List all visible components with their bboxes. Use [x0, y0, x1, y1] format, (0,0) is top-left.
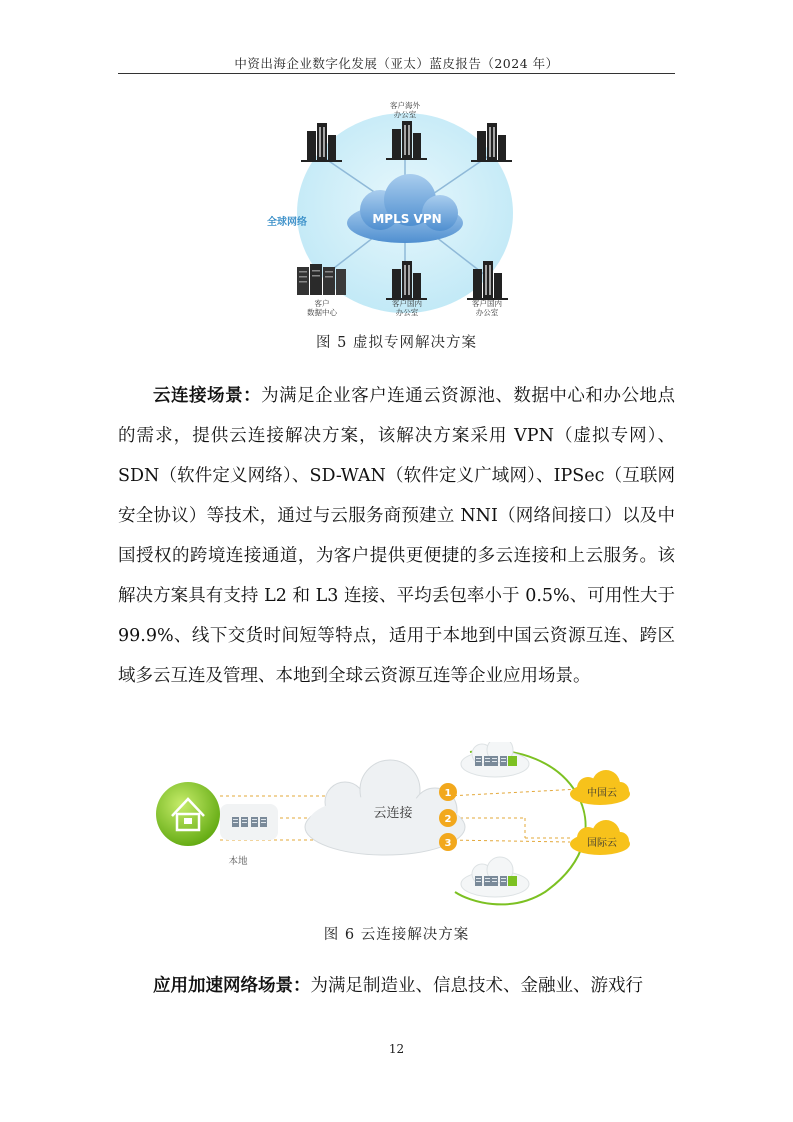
- number-badge-1: 1: [444, 788, 452, 799]
- overseas-office-label-2: 办公室: [393, 110, 417, 119]
- page-number: 12: [388, 1042, 405, 1056]
- overseas-office-label-1: 客户海外: [390, 101, 420, 110]
- intl-cloud-label: 国际云: [587, 838, 617, 849]
- running-header: 中资出海企业数字化发展（亚太）蓝皮报告（2024 年）: [234, 56, 559, 71]
- dc-label-1: 客户: [314, 299, 330, 308]
- green-node-icon: [508, 756, 517, 766]
- local-server-box: [220, 804, 278, 840]
- domestic-office-label-2: 办公室: [395, 308, 419, 317]
- network-label: 全球网络: [267, 217, 307, 228]
- figure-cloud-connect-diagram: [150, 742, 645, 912]
- building-icon: [301, 123, 342, 162]
- number-badge-2: 2: [444, 814, 452, 825]
- paragraph-lead: 应用加速网络场景：: [153, 976, 311, 996]
- china-cloud-label: 中国云: [587, 788, 617, 799]
- figure5-caption: 图 5 虚拟专网解决方案: [316, 335, 477, 351]
- paragraph-body: 为满足制造业、信息技术、金融业、游戏行: [310, 976, 643, 996]
- paragraph-app-accel: [118, 966, 675, 1006]
- local-label: 本地: [228, 856, 248, 867]
- cloud-label: MPLS VPN: [372, 212, 442, 226]
- domestic-office-label-4: 办公室: [475, 308, 499, 317]
- figure-vpn-diagram: [255, 95, 545, 320]
- paragraph-cloud-connect: [118, 376, 675, 696]
- dc-label-2: 数据中心: [307, 308, 337, 317]
- domestic-office-label-3: 客户国内: [472, 299, 502, 308]
- header-rule: [118, 73, 675, 74]
- number-badge-3: 3: [444, 838, 452, 849]
- domestic-office-label-1: 客户国内: [392, 299, 422, 308]
- paragraph-lead: 云连接场景：: [153, 386, 262, 406]
- cloud-connect-label: 云连接: [373, 806, 413, 821]
- figure6-caption: 图 6 云连接解决方案: [323, 927, 470, 943]
- green-node-icon: [508, 876, 517, 886]
- paragraph-body: 为满足企业客户连通云资源池、数据中心和办公地点的需求，提供云连接解决方案，该解决方案采用 VPN（虚拟专网）、SDN（软件定义网络）、SD-WAN（软件定义广域网）、IPSec（互联网安全协议）等技术，通过与云服务商预建立 NNI（网络间接口）以及中国授权的跨境连接通道，为客户提供更便捷的多云连接和上云服务。该解决方案具有支持 L2 和 L3 连接、平均丢包率小于 0.5%、可用性大于 99.9%、线下交货时间短等特点，适用于本地到中国云资源互连、跨区域多云互连及管理、本地到全球云资源互连等企业应用场景。: [118, 386, 676, 686]
- building-icon: [471, 123, 512, 162]
